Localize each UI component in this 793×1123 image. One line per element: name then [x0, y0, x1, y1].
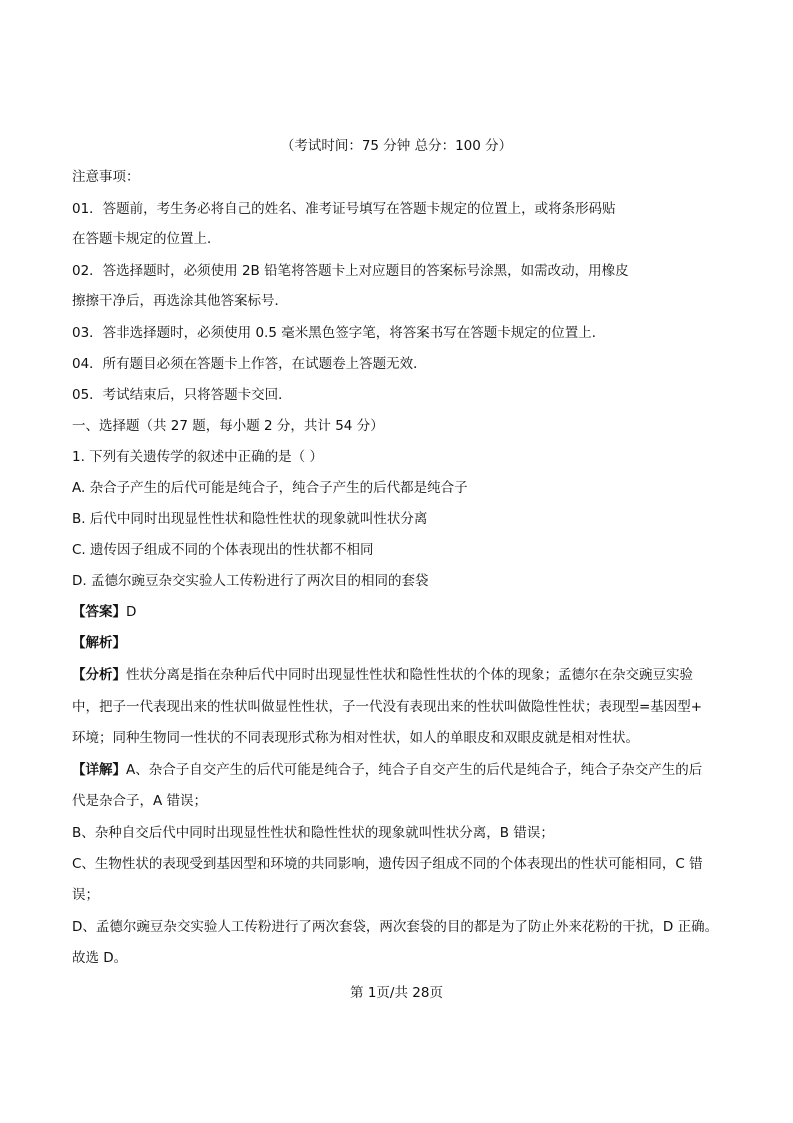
xiangjie-text: A、杂合子自交产生的后代可能是纯合子，纯合子自交产生的后代是纯合子，纯合子杂交产生的后: [126, 762, 703, 778]
fenxi-text: 环境；同种生物同一性状的不同表现形式称为相对性状，如人的单眼皮和双眼皮就是相对性状。: [72, 730, 639, 746]
xiangjie-text: 故选 D。: [72, 950, 128, 966]
xiangjie-row: [72, 760, 702, 780]
option-b: B. 后代中同时出现显性性状和隐性性状的现象就叫性状分离: [72, 511, 428, 527]
notice-line: 03．答非选择题时，必须使用 0.5 毫米黑色签字笔，将答案书写在答题卡规定的位置上．: [72, 325, 606, 341]
xiangjie-text: C、生物性状的表现受到基因型和环境的共同影响，遗传因子组成不同的个体表现出的性状可能相同，C 错: [72, 856, 703, 872]
fenxi-text: 性状分离是指在杂种后代中同时出现显性性状和隐性性状的个体的现象；孟德尔在杂交豌豆实验: [126, 667, 693, 683]
xiangjie-text: 误；: [72, 887, 99, 903]
notice-line: 01．答题前，考生务必将自己的姓名、准考证号填写在答题卡规定的位置上，或将条形码贴: [72, 201, 616, 217]
xiangjie-text: B、杂种自交后代中同时出现显性性状和隐性性状的现象就叫性状分离，B 错误；: [72, 825, 554, 841]
notice-line: 擦擦干净后，再选涂其他答案标号．: [72, 293, 288, 309]
option-d: D. 孟德尔豌豆杂交实验人工传粉进行了两次目的相同的套袋: [72, 573, 429, 589]
notice-line: 05．考试结束后，只将答题卡交回．: [72, 387, 292, 403]
page-footer: 第 1页/共 28页: [350, 985, 443, 1001]
fenxi-row: [72, 665, 693, 685]
xiangjie-text: D、孟德尔豌豆杂交实验人工传粉进行了两次套袋，两次套袋的目的都是为了防止外来花粉的干扰，D 正确。: [72, 919, 719, 935]
exam-info: （考试时间：75 分钟 总分：100 分）: [280, 138, 513, 154]
xiangjie-tag: 【详解】: [72, 762, 126, 778]
answer-row: [72, 602, 136, 622]
analysis-tag: 【解析】: [72, 635, 126, 651]
answer-tag: 【答案】: [72, 604, 126, 620]
notice-line: 04．所有题目必须在答题卡上作答，在试题卷上答题无效．: [72, 356, 427, 372]
option-a: A. 杂合子产生的后代可能是纯合子，纯合子产生的后代都是纯合子: [72, 480, 468, 496]
section-title: 一、选择题（共 27 题，每小题 2 分，共计 54 分）: [72, 418, 384, 434]
xiangjie-text: 代是杂合子，A 错误；: [72, 793, 208, 809]
option-c: C. 遗传因子组成不同的个体表现出的性状都不相同: [72, 542, 374, 558]
notice-line: 02．答选择题时，必须使用 2B 铅笔将答题卡上对应题目的答案标号涂黑，如需改动，用橡皮: [72, 263, 629, 279]
notice-line: 在答题卡规定的位置上．: [72, 231, 221, 247]
notice-heading: 注意事项：: [72, 169, 140, 185]
question-stem: 1. 下列有关遗传学的叙述中正确的是（ ）: [72, 449, 323, 465]
fenxi-tag: 【分析】: [72, 667, 126, 683]
answer-value: D: [126, 604, 137, 620]
fenxi-text: 中，把子一代表现出来的性状叫做显性性状，子一代没有表现出来的性状叫做隐性性状；表现型=基因型+: [72, 699, 703, 715]
